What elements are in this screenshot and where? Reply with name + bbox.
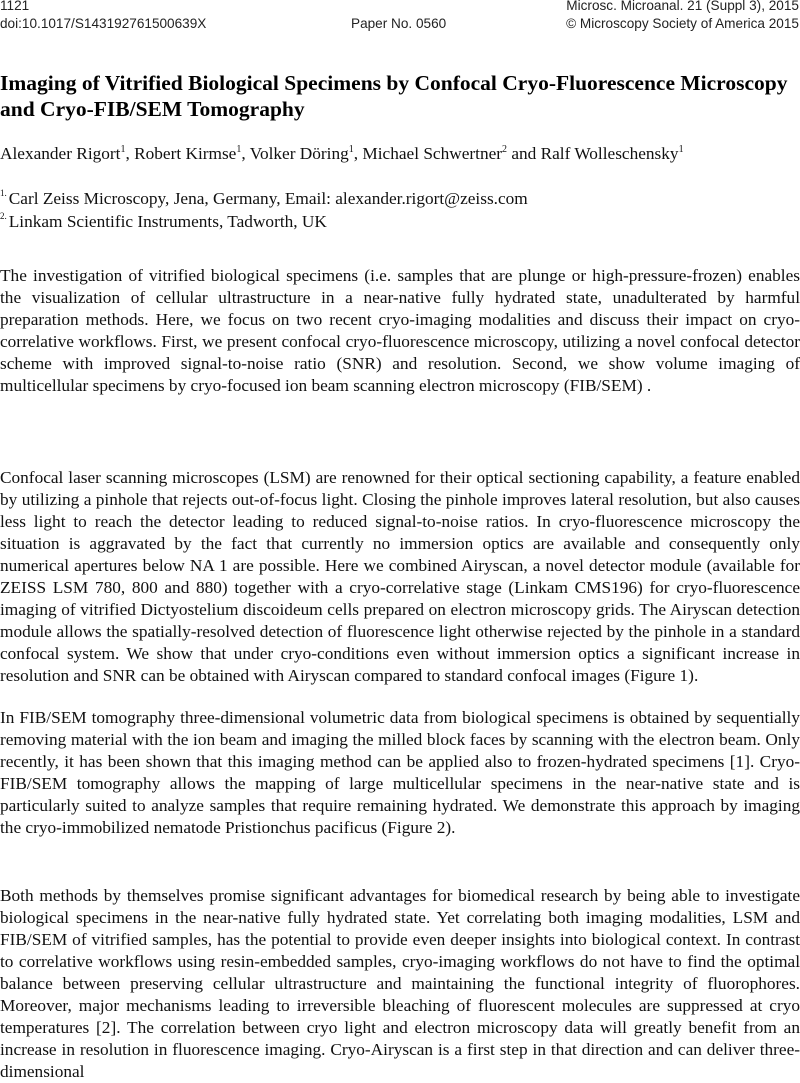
running-header-top <box>0 0 800 15</box>
author <box>362 144 540 163</box>
running-header-bottom <box>0 15 800 33</box>
body-paragraph: The investigation of vitrified biological specimens (i.e. samples that are plunge or high-pressure-frozen) enables the visualization of cellular ultrastructure in a near-native fully hydrated state, unadulterated by harmful preparation methods. Here, we focus on two recent cryo-imaging modalities and discuss their impact on cryo-correlative workflows. First, we present confocal cryo-fluorescence microscopy, utilizing a novel confocal detector scheme with improved signal-to-noise ratio (SNR) and resolution. Second, we show volume imaging of multicellular specimens by cryo-focused ion beam scanning electron microscopy (FIB/SEM) . <box>0 266 800 395</box>
affiliation-number: 2. <box>0 211 7 221</box>
copyright: © Microscopy Society of America 2015 <box>566 16 799 31</box>
body-paragraph: Confocal laser scanning microscopes (LSM) are renowned for their optical sectioning capability, a feature enabled by utilizing a pinhole that rejects out-of-focus light. Closing the pinhole improves lateral resolution, but also causes less light to reach the detector leading to reduced signal-to-noise ratios. In cryo-fluorescence microscopy the situation is aggravated by the fact that currently no immersion optics are available and consequently only numerical apertures below NA 1 are possible. Here we combined Airyscan, a novel detector module (available for ZEISS LSM 780, 800 and 880) together with a cryo-correlative stage (Linkam CMS196) for cryo-fluorescence imaging of vitrified Dictyostelium discoideum cells prepared on electron microscopy grids. The Airyscan detection module allows the spatially-resolved detection of fluorescence light otherwise rejected by the pinhole in a standard confocal system. We show that under cryo-conditions even without immersion optics a significant increase in resolution and SNR can be obtained with Airyscan compared to standard confocal images (Figure 1). <box>0 468 800 685</box>
affiliation-text: Linkam Scientific Instruments, Tadworth, UK <box>8 212 327 231</box>
author-separator: , <box>125 144 135 163</box>
author-affiliation-mark: 1 <box>348 144 354 155</box>
paper-title: Imaging of Vitrified Biological Specimens by Confocal Cryo-Fluorescence Microscopy and Cryo-FIB/SEM Tomography <box>0 71 788 121</box>
body-paragraph: Both methods by themselves promise significant advantages for biomedical research by being able to investigate biological specimens in the near-native fully hydrated state. Yet correlating both imaging modalities, LSM and FIB/SEM of vitrified samples, has the potential to provide even deeper insights into biological context. In contrast to correlative workflows using resin-embedded samples, cryo-imaging workflows do not have to find the optimal balance between preserving cellular ultrastructure and maintaining the functional integrity of fluorophores. Moreover, major mechanisms leading to irreversible bleaching of fluorescent molecules are suppressed at cryo temperatures [2]. The correlation between cryo light and electron microscopy data will greatly benefit from an increase in resolution in fluorescence imaging. Cryo-Airyscan is a first step in that direction and can deliver three-dimensional <box>0 886 800 1081</box>
affiliation <box>0 187 800 211</box>
author-name: Alexander Rigort <box>0 144 121 163</box>
author <box>541 144 684 163</box>
paper-number: Paper No. 0560 <box>351 16 447 31</box>
author-name: Robert Kirmse <box>134 144 237 163</box>
body-paragraph: In FIB/SEM tomography three-dimensional volumetric data from biological specimens is obtained by sequentially removing material with the ion beam and imaging the milled block faces by scanning with the electron beam. Only recently, it has been shown that this imaging method can be applied also to frozen-hydrated specimens [1]. Cryo-FIB/SEM tomography allows the mapping of large multicellular specimens in the near-native state and is particularly suited to analyze samples that require remaining hydrated. We demonstrate this approach by imaging the cryo-immobilized nematode Pristionchus pacificus (Figure 2). <box>0 708 800 837</box>
author-separator: , <box>353 144 363 163</box>
author <box>250 144 363 163</box>
affiliation-number: 1. <box>0 188 7 198</box>
author-list <box>0 142 800 166</box>
author <box>134 144 250 163</box>
author-affiliation-mark: 1 <box>120 144 126 155</box>
author-name: Volker Döring <box>249 144 349 163</box>
author <box>0 144 134 163</box>
page-number: 1121 <box>0 0 30 13</box>
author-affiliation-mark: 1 <box>236 144 242 155</box>
affiliation-text: Carl Zeiss Microscopy, Jena, Germany, Email: alexander.rigort@zeiss.com <box>8 189 528 208</box>
author-separator: , <box>241 144 250 163</box>
journal-citation: Microsc. Microanal. 21 (Suppl 3), 2015 <box>566 0 799 13</box>
author-name: Michael Schwertner <box>362 144 503 163</box>
affiliation <box>0 210 800 234</box>
doi: doi:10.1017/S143192761500639X <box>0 16 207 31</box>
author-name: Ralf Wolleschensky <box>540 144 679 163</box>
author-separator: and <box>507 144 541 163</box>
author-affiliation-mark: 2 <box>502 144 508 155</box>
author-affiliation-mark: 1 <box>678 144 684 155</box>
